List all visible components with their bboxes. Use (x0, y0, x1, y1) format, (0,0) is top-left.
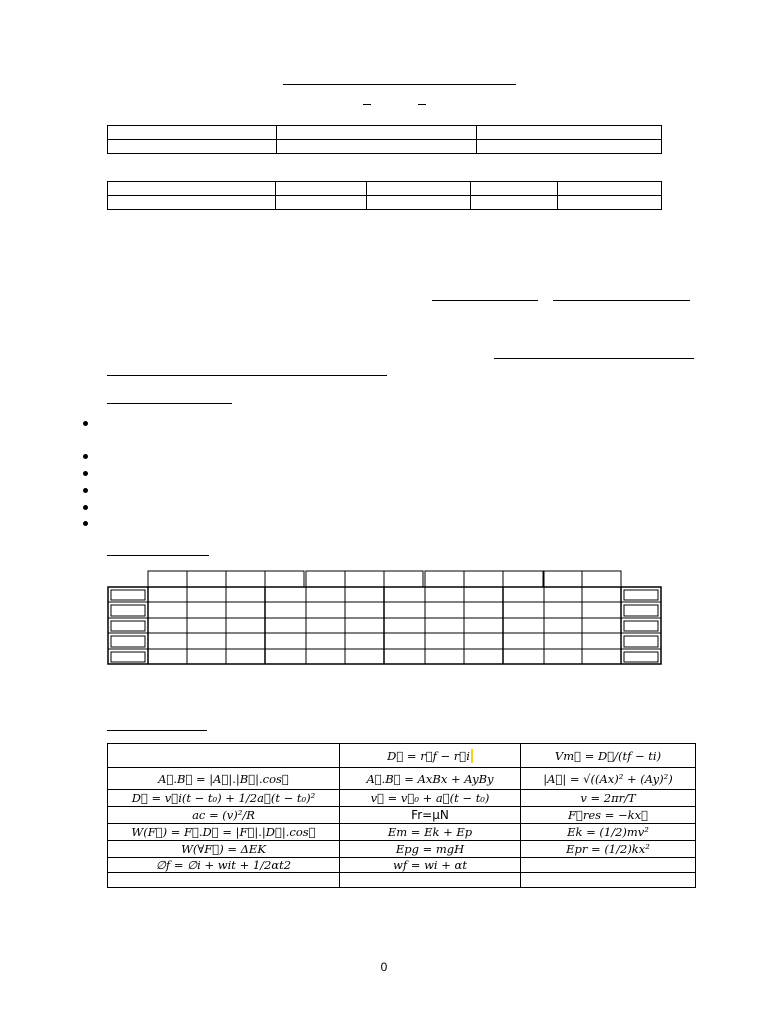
formula-cell: Epr = (1/2)kx² (521, 841, 696, 858)
formula-cell: v = 2πr/T (521, 790, 696, 807)
formula-cell: W(∀F⃗) = ΔEK (108, 841, 340, 858)
formula-cell: wf = wi + αt (340, 858, 521, 873)
cell (108, 126, 277, 140)
formula-text: D⃗ = r⃗f − r⃗i (387, 749, 473, 763)
table-row (108, 744, 696, 768)
blank-line (107, 375, 387, 376)
formula-cell: Ek = (1/2)mv² (521, 824, 696, 841)
cell (108, 196, 276, 210)
cell (558, 182, 662, 196)
blank-line (553, 300, 690, 301)
table-row (108, 858, 696, 873)
cell (477, 140, 662, 154)
blank-line (432, 300, 538, 301)
formula-cell: A⃗.B⃗ = AxBx + AyBy (340, 768, 521, 790)
formula-cell (521, 858, 696, 873)
formula-cell (108, 873, 340, 888)
formula-cell: |A⃗| = √((Ax)² + (Ay)²) (521, 768, 696, 790)
header-info-table-2 (107, 181, 662, 210)
section-heading-underline (107, 403, 232, 404)
bullet-point (83, 521, 88, 526)
page-number: 0 (380, 960, 388, 974)
header-info-table-1 (107, 125, 662, 154)
table-row (108, 824, 696, 841)
bullet-point (83, 505, 88, 510)
blank-line (494, 358, 694, 359)
grading-grid (105, 568, 665, 668)
formula-cell: Vm⃗ = D⃗/(tf − ti) (521, 744, 696, 768)
formula-cell: v⃗ = v⃗₀ + a⃗(t − t₀) (340, 790, 521, 807)
formula-cell: D⃗ = v⃗i(t − t₀) + 1/2a⃗(t − t₀)² (108, 790, 340, 807)
cell (477, 126, 662, 140)
title-mark-left (363, 104, 371, 105)
formula-cell: Epg = mgH (340, 841, 521, 858)
formula-cell: ac = (v)²/R (108, 807, 340, 824)
section-heading-underline (107, 555, 209, 556)
formula-cell: W(F⃗) = F⃗.D⃗ = |F⃗|.|D⃗|.cos∅ (108, 824, 340, 841)
cell (108, 182, 276, 196)
formula-table (107, 743, 696, 888)
formula-cell: Em = Ek + Ep (340, 824, 521, 841)
bullet-point (83, 454, 88, 459)
title-underline (283, 84, 516, 85)
formula-cell (108, 744, 340, 768)
table-row (108, 807, 696, 824)
cell (276, 182, 367, 196)
formula-cell (340, 873, 521, 888)
cell (367, 196, 471, 210)
bullet-point (83, 421, 88, 426)
table-row (108, 841, 696, 858)
table-row (108, 790, 696, 807)
cell (276, 196, 367, 210)
table-row (108, 873, 696, 888)
cell (367, 182, 471, 196)
cell (108, 140, 277, 154)
formula-cell: ∅f = ∅i + wit + 1/2αt2 (108, 858, 340, 873)
bullet-point (83, 471, 88, 476)
title-mark-right (418, 104, 426, 105)
cell (471, 182, 558, 196)
table-row (108, 768, 696, 790)
cell (277, 126, 477, 140)
formula-cell (521, 873, 696, 888)
formula-cell: A⃗.B⃗ = |A⃗|.|B⃗|.cos∅ (108, 768, 340, 790)
cell (558, 196, 662, 210)
section-heading-underline (107, 730, 207, 731)
cell (277, 140, 477, 154)
formula-cell (340, 744, 521, 768)
bullet-point (83, 488, 88, 493)
formula-cell: F⃗res = −kx⃗ (521, 807, 696, 824)
formula-cell: Fr=μN (340, 807, 521, 824)
cell (471, 196, 558, 210)
